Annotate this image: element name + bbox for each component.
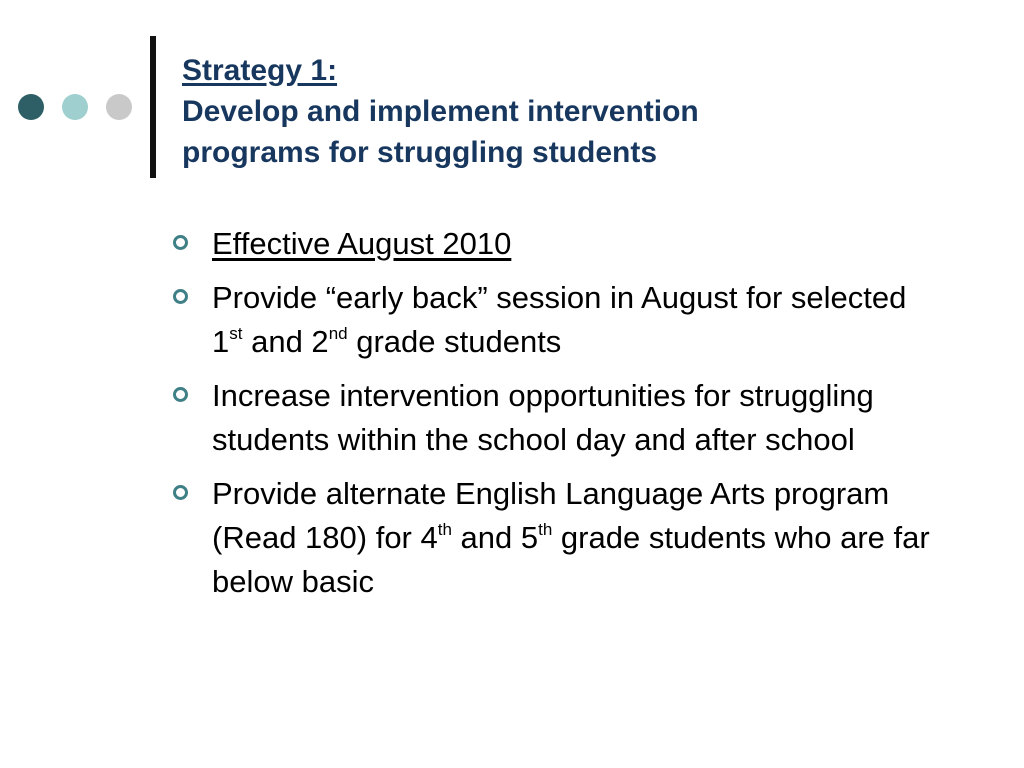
title-divider	[150, 36, 156, 178]
bullet-text-part: Provide alternate English Language Arts program (Read 180) for 4	[212, 476, 890, 555]
bullet-icon	[173, 289, 188, 304]
dot-icon-dark	[18, 94, 44, 120]
bullet-text-part: Provide “early back” session in August for selected 1	[212, 280, 907, 359]
bullet-text: Increase intervention opportunities for struggling students within the school day and after school	[212, 378, 874, 457]
bullet-text-part: grade students	[347, 324, 562, 359]
bullet-icon	[173, 235, 188, 250]
dot-icon-light	[62, 94, 88, 120]
bullet-list	[170, 222, 930, 614]
title-line-2: Develop and implement intervention	[182, 95, 699, 128]
bullet-text: Effective August 2010	[212, 226, 512, 261]
ordinal-suffix: th	[538, 520, 553, 539]
bullet-icon	[173, 485, 188, 500]
bullet-text-part: and 5	[451, 520, 539, 555]
decorative-dots	[18, 94, 138, 122]
title-line-3: programs for struggling students	[182, 136, 658, 169]
bullet-text-part: grade students who are far below basic	[212, 520, 930, 599]
slide-title	[182, 50, 982, 173]
list-item	[170, 276, 930, 364]
ordinal-suffix: nd	[328, 324, 348, 343]
dot-icon-gray	[106, 94, 132, 120]
list-item	[170, 222, 930, 266]
ordinal-suffix: th	[437, 520, 452, 539]
bullet-icon	[173, 387, 188, 402]
list-item	[170, 374, 930, 462]
title-line-1: Strategy 1:	[182, 54, 338, 87]
list-item	[170, 472, 930, 604]
bullet-text	[212, 280, 906, 359]
ordinal-suffix: st	[229, 324, 243, 343]
bullet-text	[212, 476, 930, 599]
bullet-text-part: and 2	[242, 324, 329, 359]
